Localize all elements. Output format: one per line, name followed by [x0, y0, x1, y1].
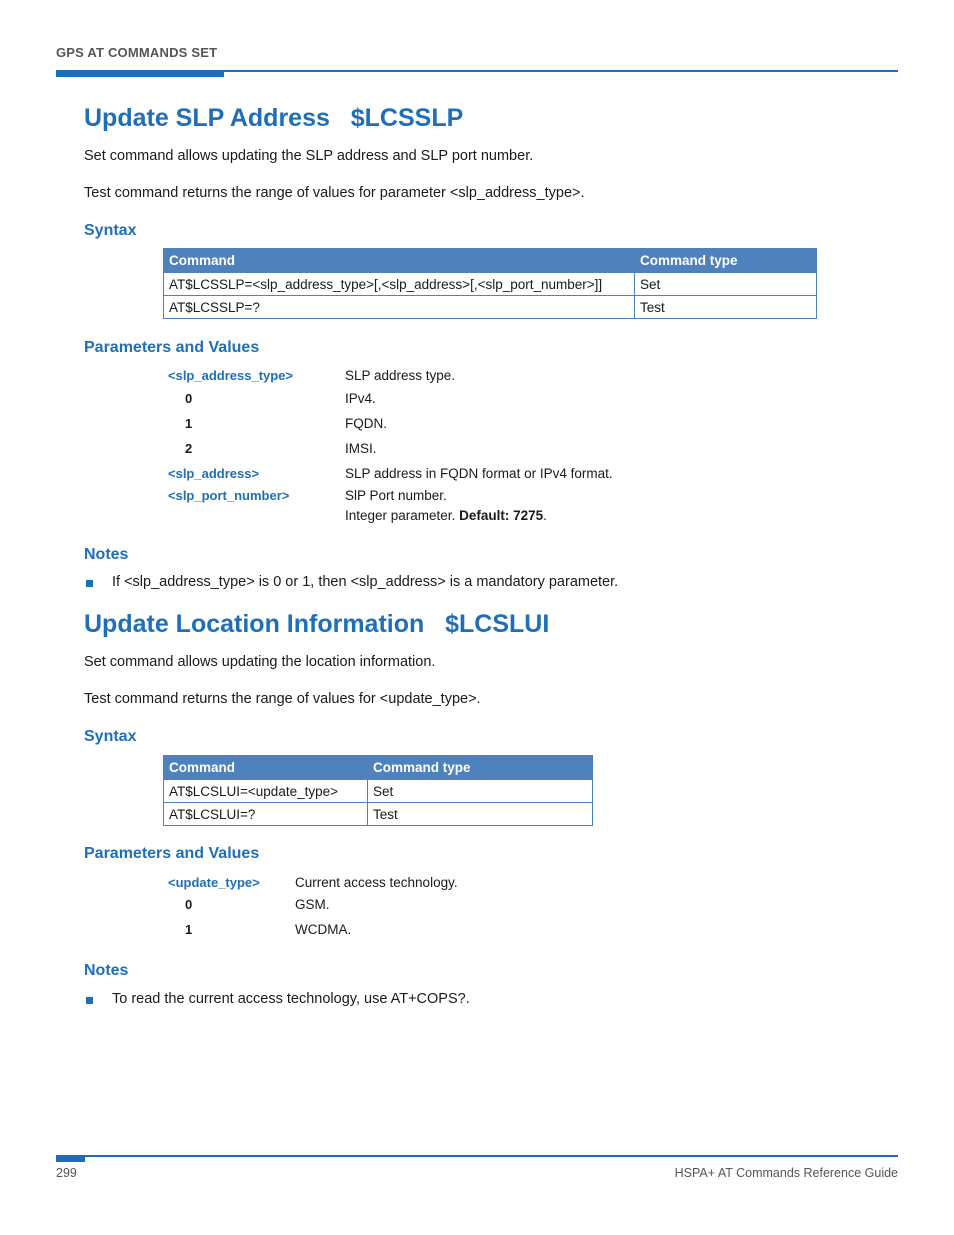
- param-desc: IMSI.: [345, 441, 377, 456]
- param-default-suffix: .: [543, 508, 547, 523]
- param-desc: FQDN.: [345, 416, 387, 431]
- param-name: <slp_address>: [168, 466, 260, 481]
- param-name: <update_type>: [168, 875, 260, 890]
- note-item: To read the current access technology, use AT+COPS?.: [112, 991, 470, 1007]
- running-header: GPS AT COMMANDS SET: [56, 45, 218, 60]
- param-desc: WCDMA.: [295, 922, 352, 937]
- param-name: <slp_address_type>: [168, 368, 294, 383]
- param-name: <slp_port_number>: [168, 488, 290, 503]
- parameters-heading: Parameters and Values: [84, 339, 260, 356]
- notes-heading: Notes: [84, 546, 129, 563]
- param-desc: IPv4.: [345, 391, 376, 406]
- table-row: [164, 803, 593, 826]
- notes-heading: Notes: [84, 962, 129, 979]
- table-row: [164, 296, 817, 319]
- param-desc: SlP Port number.: [345, 488, 447, 503]
- intro-paragraph: Set command allows updating the location information.: [84, 654, 436, 670]
- command-type-cell: Set: [635, 273, 817, 296]
- intro-paragraph: Test command returns the range of values for parameter <slp_address_type>.: [84, 185, 585, 201]
- syntax-table: [163, 248, 817, 319]
- param-value: 2: [185, 441, 193, 456]
- param-desc: SLP address type.: [345, 368, 456, 383]
- parameters-heading: Parameters and Values: [84, 845, 260, 862]
- param-value: 1: [185, 416, 193, 431]
- intro-paragraph: Test command returns the range of values for <update_type>.: [84, 691, 481, 707]
- column-header: Command: [164, 756, 368, 780]
- intro-paragraph: Set command allows updating the SLP address and SLP port number.: [84, 148, 534, 164]
- document-title: HSPA+ AT Commands Reference Guide: [674, 1166, 898, 1180]
- param-value: 0: [185, 391, 193, 406]
- bullet-icon: [86, 580, 93, 587]
- syntax-heading: Syntax: [84, 222, 137, 239]
- table-header-row: [164, 249, 817, 273]
- param-default-prefix: Integer parameter.: [345, 508, 460, 523]
- command-type-cell: Test: [635, 296, 817, 319]
- page-number: 299: [56, 1166, 77, 1180]
- syntax-table: [163, 755, 593, 826]
- header-rule-block: [56, 70, 224, 77]
- section-title-lcslui: Update Location Information $LCSLUI: [84, 610, 550, 638]
- table-header-row: [164, 756, 593, 780]
- param-value: 0: [185, 897, 193, 912]
- param-default-value: Default: 7275: [459, 508, 544, 523]
- footer-rule: [56, 1155, 898, 1157]
- param-desc: GSM.: [295, 897, 330, 912]
- param-desc: Current access technology.: [295, 875, 458, 890]
- command-type-cell: Test: [368, 803, 593, 826]
- table-row: [164, 780, 593, 803]
- param-default-line: [345, 508, 547, 523]
- command-cell: AT$LCSSLP=<slp_address_type>[,<slp_address>[,<slp_port_number>]]: [164, 273, 635, 296]
- column-header: Command type: [368, 756, 593, 780]
- param-desc: SLP address in FQDN format or IPv4 format.: [345, 466, 613, 481]
- command-cell: AT$LCSLUI=<update_type>: [164, 780, 368, 803]
- bullet-icon: [86, 997, 93, 1004]
- note-item: If <slp_address_type> is 0 or 1, then <slp_address> is a mandatory parameter.: [112, 574, 619, 590]
- syntax-heading: Syntax: [84, 728, 137, 745]
- command-cell: AT$LCSSLP=?: [164, 296, 635, 319]
- column-header: Command type: [635, 249, 817, 273]
- table-row: [164, 273, 817, 296]
- param-value: 1: [185, 922, 193, 937]
- command-cell: AT$LCSLUI=?: [164, 803, 368, 826]
- footer-rule-block: [56, 1155, 85, 1162]
- command-type-cell: Set: [368, 780, 593, 803]
- section-title-lcsslp: Update SLP Address $LCSSLP: [84, 104, 464, 132]
- column-header: Command: [164, 249, 635, 273]
